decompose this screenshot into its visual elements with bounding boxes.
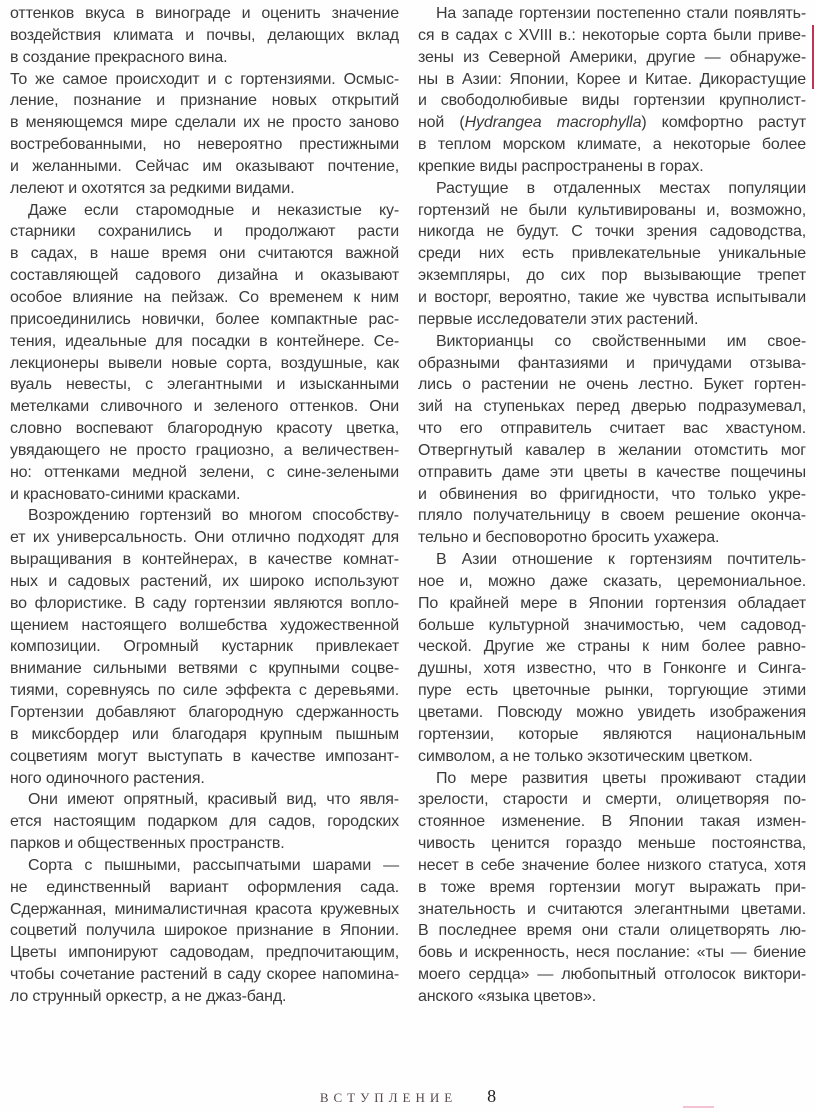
text-line: Растущие в отдаленных местах популяции [436, 179, 806, 197]
text-line: анского «языка цветов». [418, 987, 597, 1005]
text-line: больше культурной значимостью, чем садовод- [418, 616, 806, 634]
text-line: Гортензии добавляют благородную сдержанность [10, 704, 399, 721]
text-line: крепкие виды распространены в горах. [418, 157, 704, 175]
text-line: не единственный вариант оформления сада. [10, 878, 399, 896]
paragraph [10, 3, 399, 69]
text-line: соцветиям могут выступать в качестве импозант- [10, 747, 399, 765]
text-line: зены из Северной Америки, другие — обнаруже- [418, 48, 806, 66]
pink-underline-mark [683, 1106, 714, 1108]
text-line: пляло получательницу в своем решение оконча- [418, 507, 806, 525]
text-line: внимание сильными ветвями с крупными соцве- [10, 660, 399, 678]
text-line: зрелости, старости и смерти, олицетворяя по- [418, 791, 806, 809]
page-number: 8 [487, 1086, 497, 1106]
paragraph [418, 3, 806, 178]
text-line: воздействия климата и почвы, делающих вклад [10, 26, 399, 44]
text-line: ет их универсальность. Они отлично подходят для [10, 529, 399, 547]
text-line: и красновато-синими красками. [10, 485, 241, 503]
text-line: ся в садах с XVIII в.: некоторые сорта были приве- [418, 26, 806, 44]
paragraph [10, 855, 399, 1008]
text-line: душны, хотя известно, что в Гонконге и Синга- [418, 660, 806, 678]
text-line: Сорта с пышными, рассыпчатыми шарами — [28, 856, 399, 874]
text-line: метелками сливочного и зеленого оттенков. Они [10, 398, 399, 416]
text-line: в садах, в наше время они считаются важной [10, 245, 399, 263]
text-line: В Азии отношение к гортензиям почтитель- [436, 551, 806, 569]
text-line: лелеют и охотятся за редкими видами. [10, 179, 295, 197]
text-column-left [10, 3, 399, 1008]
text-line: зий на ступеньках перед дверью подразумевал, [418, 398, 806, 416]
text-line: чивость ценится гораздо меньше постоянства, [418, 835, 806, 853]
text-line: выращивания в контейнерах, в качестве комнат- [10, 551, 399, 569]
paragraph [10, 789, 399, 855]
text-line: символом, а не только экзотическим цветком. [418, 747, 753, 765]
text-line: парков и общественных пространств. [10, 835, 285, 853]
text-line: отправить даме эти цветы в качестве пощечины [418, 463, 806, 481]
text-line: Цветы импонируют садоводам, предпочитающим, [10, 944, 399, 962]
text-line: тиями, соревнуясь по силе эффекта с деревьями. [10, 682, 399, 700]
text-line: особое влияние на пейзаж. Со временем к ним [10, 288, 399, 306]
text-line: составляющей садового дизайна и оказывают [10, 267, 399, 285]
text-line: По мере развития цветы проживают стадии [436, 769, 806, 787]
text-line: во флористике. В саду гортензии являются вопло- [10, 594, 399, 612]
page-footer [0, 1086, 816, 1107]
text-line: Даже если старомодные и неказистые ку- [28, 201, 399, 219]
text-line: ной (Hydrangea macrophylla) комфортно растут [418, 114, 806, 132]
text-line: в создание прекрасного вина. [10, 48, 228, 66]
section-label: ВСТУПЛЕНИЕ [319, 1090, 458, 1105]
text-line: никогда не будут. С точки зрения садоводства, [418, 223, 806, 241]
text-line: первые исследователи этих растений. [418, 310, 699, 328]
text-line: ческой. Другие же страны к ним более равно- [418, 638, 806, 656]
paragraph [10, 69, 399, 200]
text-line: Викторианцы со свойственными им свое- [436, 332, 806, 350]
text-line: и восторг, вероятно, такие же чувства испытывали [418, 288, 806, 306]
text-line: экземпляры, до сих пор вызывающие трепет [418, 267, 806, 285]
paragraph [10, 200, 399, 506]
text-line: чтобы сочетание растений в саду скорее напомина- [10, 966, 399, 984]
paragraph [418, 549, 806, 767]
text-line: щением настоящего волшебства художественной [10, 616, 399, 634]
text-line: старники сохранились и продолжают расти [10, 223, 399, 241]
paragraph [418, 331, 806, 549]
text-line: тения, идеальные для посадки в контейнере. Се- [10, 332, 399, 350]
text-line: бовь и искренность, неся послание: «ты — биение [418, 944, 806, 962]
text-line: ло струнный оркестр, а не джаз-банд. [10, 987, 287, 1005]
text-line: вуаль невесты, с элегантными и изысканными [10, 376, 399, 394]
text-line: ное и, можно даже сказать, церемониальное. [418, 572, 806, 590]
text-line: гортензий не были культивированы и, возможно, [418, 201, 806, 219]
text-line: ны в Азии: Японии, Корее и Китае. Дикорастущие [418, 70, 806, 88]
text-line: тельно и бесповоротно бросить ухажера. [418, 529, 720, 547]
text-line: оттенков вкуса в винограде и оценить значение [10, 5, 399, 22]
two-column-text-block [10, 3, 806, 1008]
paragraph [418, 768, 806, 1008]
text-line: ного одиночного растения. [10, 769, 205, 787]
text-line: в меняющемся мире сделали их не просто заново [10, 114, 399, 132]
text-line: и обвинения во фригидности, что только укре- [418, 485, 806, 503]
text-line: словно воспевают благородную красоту цветка, [10, 420, 399, 438]
text-line: гортензии, которые являются национальным [418, 725, 806, 743]
text-line: ление, познание и признание новых открытий [10, 92, 399, 110]
text-line: То же самое происходит и с гортензиями. Осмыс- [10, 70, 399, 88]
text-line: лись о растении не очень лестно. Букет гортен- [418, 376, 806, 394]
text-line: несет в себе значение более низкого статуса, хотя [418, 856, 806, 874]
text-line: присоединились новички, более компактные рас- [10, 310, 399, 328]
paragraph [418, 178, 806, 331]
text-line: среди них есть привлекательные уникальные [418, 245, 806, 263]
text-line: моего сердца» — любопытный отголосок виктори- [418, 966, 806, 984]
text-line: цветами. Повсюду можно увидеть изображения [418, 704, 806, 721]
text-line: В последнее время они стали олицетворять лю- [418, 922, 806, 940]
text-line: в тоже время гортензии могут выражать при- [418, 878, 806, 896]
text-line: что его отправитель считает вас хвастуном. [418, 420, 806, 438]
text-line: По крайней мере в Японии гортензия обладает [418, 594, 806, 612]
text-line: образными фантазиями и причудами отзыва- [418, 354, 806, 372]
text-line: в теплом морском климате, а некоторые более [418, 136, 806, 154]
paragraph [10, 505, 399, 789]
text-line: Они имеют опрятный, красивый вид, что явля- [28, 791, 399, 809]
text-line: и желанными. Сейчас им оказывают почтение, [10, 157, 399, 175]
text-line: Возрождению гортензий во многом способству- [28, 507, 399, 525]
text-line: в миксбордер или благодаря крупным пышным [10, 725, 399, 743]
text-line: На западе гортензии постепенно стали появлять- [436, 5, 806, 22]
text-line: востребованными, но невероятно престижными [10, 136, 399, 154]
text-line: ется настоящим подарком для садов, городских [10, 813, 399, 831]
text-line: знательность и считаются элегантными цветами. [418, 900, 806, 918]
text-line: ных и садовых растений, их широко используют [10, 572, 399, 590]
text-line: увядающего не просто грациозно, а величествен- [10, 441, 399, 459]
text-line: пуре есть цветочные рынки, торгующие этими [418, 682, 806, 700]
text-line: соцветий получила широкое признание в Японии. [10, 922, 399, 940]
text-line: Отвергнутый кавалер в желании отомстить мог [418, 441, 806, 459]
text-line: стоянное изменение. В Японии такая измен- [418, 813, 806, 831]
text-line: лекционеры вывели новые сорта, воздушные, как [10, 354, 399, 372]
text-line: Сдержанная, минималистичная красота кружевных [10, 900, 399, 918]
text-line: и свободолюбивые виды гортензии крупнолист- [418, 92, 806, 110]
text-line: композиции. Огромный кустарник привлекает [10, 638, 399, 656]
text-line: но: оттенками медной зелени, с сине-зелеными [10, 463, 399, 481]
red-edge-mark [812, 25, 814, 89]
text-column-right [418, 3, 806, 1008]
